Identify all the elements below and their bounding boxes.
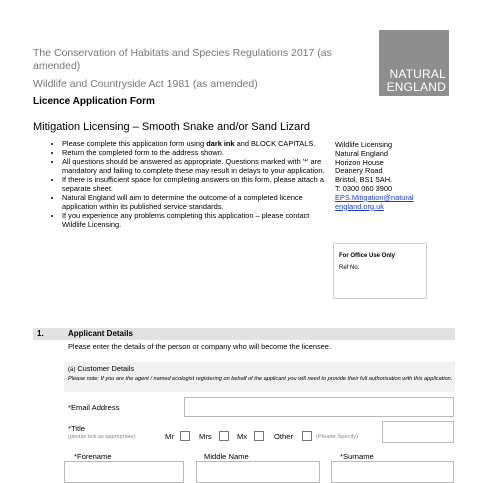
instruction-item: • If there is insufficient space for completing answers on this form, please attach a separate sheet.	[62, 176, 334, 194]
surname-label: *Surname	[340, 452, 374, 461]
address-line: Wildlife Licensing	[335, 140, 393, 149]
customer-details-label: Customer Details	[77, 364, 135, 373]
customer-details-title	[68, 364, 134, 373]
section-instruction: Please enter the details of the person or company who will become the licensee.	[68, 342, 331, 351]
instruction-item: • Return the completed form to the address shown.	[62, 149, 334, 158]
address-line: Horizon House	[335, 157, 384, 167]
subsection-marker: (a)	[68, 367, 76, 373]
address-line: Natural England	[335, 148, 389, 158]
email-label: *Email Address	[68, 403, 120, 412]
natural-england-logo	[379, 30, 449, 96]
email-link[interactable]: EPS.Mitigation@natural	[335, 192, 414, 202]
title-other-input[interactable]	[382, 421, 454, 443]
address-line: Deanery Road	[335, 166, 383, 176]
tick-hint: (please tick as appropriate)	[68, 434, 136, 440]
regulation-title-1: The Conservation of Habitats and Species Regulations 2017 (as amended)	[33, 47, 332, 72]
instruction-text: and BLOCK CAPITALS.	[234, 139, 316, 148]
instruction-item: • Natural England will aim to determine the outcome of a completed licence application within its published service standards.	[62, 194, 334, 212]
instruction-item: • If you experience any problems completing this application – please contact Wildlife Licensing.	[62, 212, 334, 230]
instruction-bold: dark ink	[206, 139, 235, 148]
contact-address	[335, 141, 414, 211]
form-subtitle: Mitigation Licensing – Smooth Snake and/or Sand Lizard	[33, 121, 311, 133]
title-label: *Title	[68, 424, 86, 433]
regulation-title-2: Wildlife and Countryside Act 1981 (as amended)	[33, 78, 258, 90]
title-mrs-checkbox[interactable]	[219, 431, 229, 441]
forename-label: *Forename	[74, 452, 112, 461]
specify-hint: (Please Specify)	[316, 434, 359, 440]
instruction-list	[46, 140, 334, 230]
customer-details-note: Please note: If you are the agent / named ecologist registering on behalf of the applicant you will need to provide their full authorisation with this application.	[68, 376, 453, 382]
title-other-checkbox[interactable]	[302, 431, 312, 441]
phone-number: T: 0300 060 3900	[335, 183, 393, 193]
title-option-other-label: Other	[274, 432, 293, 441]
title-option-mrs-label: Mrs	[199, 432, 212, 441]
form-title: Licence Application Form	[33, 96, 155, 107]
office-use-title: For Office Use Only	[339, 253, 396, 259]
section-title: Applicant Details	[68, 329, 133, 338]
title-option-mx-label: Mx	[237, 432, 248, 441]
email-input[interactable]	[184, 397, 454, 417]
title-mr-checkbox[interactable]	[180, 431, 190, 441]
logo-line-1: NATURAL	[389, 67, 446, 81]
middle-name-label: Middle Name	[204, 452, 249, 461]
address-line: Bristol, BS1 5AH.	[335, 175, 393, 185]
logo-line-2: ENGLAND	[386, 80, 446, 94]
section-number: 1.	[37, 329, 44, 338]
ref-no-label: Ref No.	[339, 265, 360, 271]
title-mx-checkbox[interactable]	[254, 431, 264, 441]
instruction-item: • All questions should be answered as appropriate. Questions marked with '*' are mandatory and failing to complete these may result in delays to your application.	[62, 158, 334, 176]
email-link-continued[interactable]: england.org.uk	[335, 201, 384, 211]
instruction-text: Please complete this application form using	[62, 139, 207, 148]
office-use-box	[333, 243, 427, 299]
title-option-mr-label: Mr	[165, 432, 174, 441]
